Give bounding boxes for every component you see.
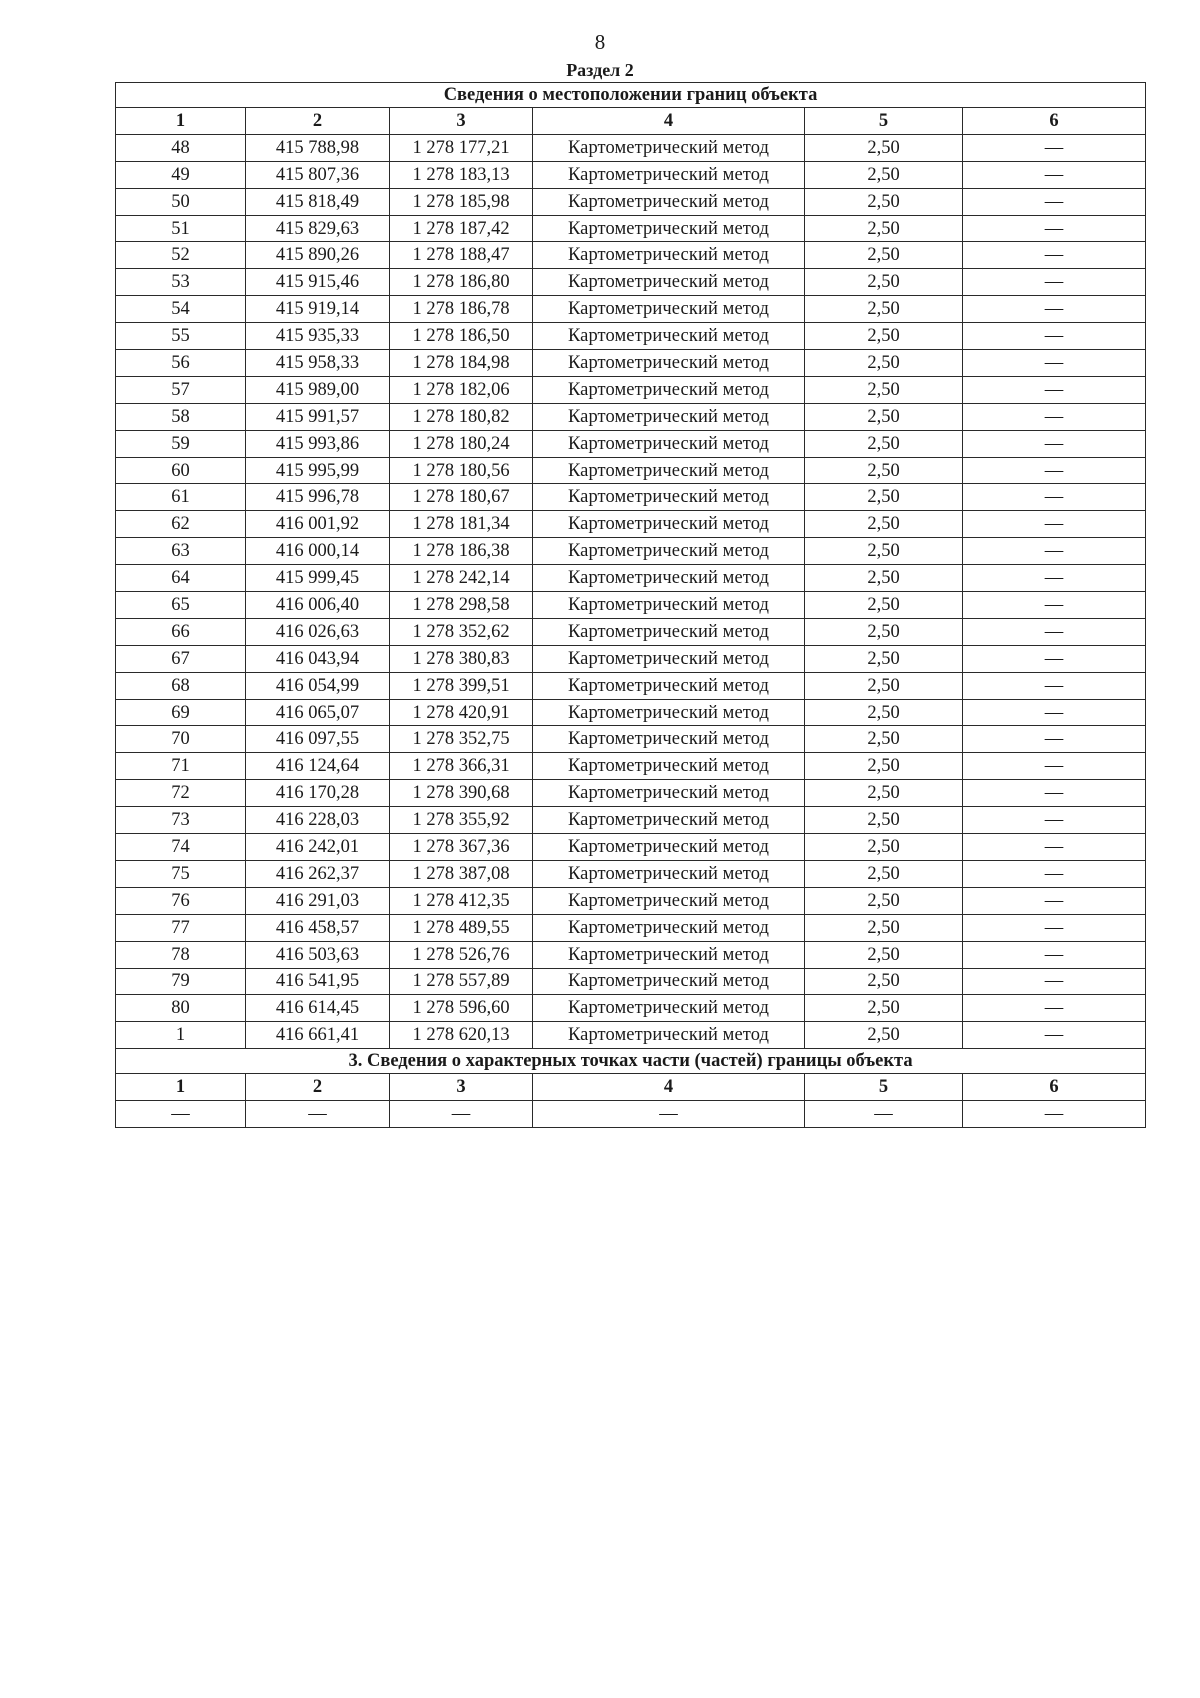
- table-cell: 2,50: [805, 350, 963, 377]
- table-caption: Сведения о местоположении границ объекта: [116, 83, 1146, 108]
- table-cell: 50: [116, 188, 246, 215]
- table-cell: —: [963, 726, 1146, 753]
- table-cell: —: [963, 968, 1146, 995]
- table-row: [116, 484, 1146, 511]
- table-cell: —: [963, 457, 1146, 484]
- table-cell: —: [963, 403, 1146, 430]
- table-cell: 2,50: [805, 834, 963, 861]
- table-cell: 1 278 390,68: [390, 780, 533, 807]
- table-cell: Картометрический метод: [533, 1022, 805, 1049]
- table-cell: 73: [116, 807, 246, 834]
- table-cell: Картометрический метод: [533, 242, 805, 269]
- table-cell: 2,50: [805, 457, 963, 484]
- table-cell: 79: [116, 968, 246, 995]
- table-cell: 2,50: [805, 511, 963, 538]
- table-cell: 416 054,99: [246, 672, 390, 699]
- table-cell: 62: [116, 511, 246, 538]
- table-cell: 2,50: [805, 242, 963, 269]
- parts-caption: 3. Сведения о характерных точках части (частей) границы объекта: [116, 1049, 1146, 1074]
- table-row: [116, 323, 1146, 350]
- table-cell: —: [963, 134, 1146, 161]
- table-cell: Картометрический метод: [533, 215, 805, 242]
- table-cell: 71: [116, 753, 246, 780]
- table-cell: 416 000,14: [246, 538, 390, 565]
- table-row: [116, 807, 1146, 834]
- table-cell: 415 958,33: [246, 350, 390, 377]
- table-cell: 1 278 355,92: [390, 807, 533, 834]
- table-cell: 1 278 188,47: [390, 242, 533, 269]
- table-row: [116, 968, 1146, 995]
- table-cell: —: [963, 565, 1146, 592]
- column-header: 5: [805, 108, 963, 135]
- table-cell: 61: [116, 484, 246, 511]
- table-cell: 1 278 352,62: [390, 618, 533, 645]
- table-cell: Картометрический метод: [533, 618, 805, 645]
- table-cell: 2,50: [805, 269, 963, 296]
- table-cell: 1 278 184,98: [390, 350, 533, 377]
- table-cell: —: [963, 834, 1146, 861]
- table-cell: —: [963, 430, 1146, 457]
- table-cell: 48: [116, 134, 246, 161]
- table-cell: 1 278 186,78: [390, 296, 533, 323]
- table-caption-row: [116, 83, 1146, 108]
- table-cell: 78: [116, 941, 246, 968]
- table-cell: 415 915,46: [246, 269, 390, 296]
- column-header: 2: [246, 1074, 390, 1101]
- section-title: Раздел 2: [566, 60, 634, 80]
- table-cell: 59: [116, 430, 246, 457]
- table-cell: 2,50: [805, 565, 963, 592]
- table-row: [116, 565, 1146, 592]
- table-cell: 1 278 298,58: [390, 592, 533, 619]
- table-cell: —: [963, 323, 1146, 350]
- table-cell: Картометрический метод: [533, 376, 805, 403]
- column-header: 5: [805, 1074, 963, 1101]
- table-cell: 2,50: [805, 887, 963, 914]
- table-cell: 2,50: [805, 618, 963, 645]
- table-cell: Картометрический метод: [533, 188, 805, 215]
- table-cell: Картометрический метод: [533, 645, 805, 672]
- table-cell: 415 818,49: [246, 188, 390, 215]
- table-cell: 1 278 180,82: [390, 403, 533, 430]
- table-cell: 2,50: [805, 699, 963, 726]
- table-cell: 65: [116, 592, 246, 619]
- table-row: [116, 134, 1146, 161]
- table-cell: Картометрический метод: [533, 941, 805, 968]
- table-cell: 2,50: [805, 914, 963, 941]
- column-header: 6: [963, 108, 1146, 135]
- table-cell: 2,50: [805, 1022, 963, 1049]
- table-cell: 60: [116, 457, 246, 484]
- table-cell: —: [805, 1101, 963, 1128]
- table-row: [116, 780, 1146, 807]
- table-cell: 2,50: [805, 134, 963, 161]
- table-cell: 1 278 177,21: [390, 134, 533, 161]
- table-cell: Картометрический метод: [533, 269, 805, 296]
- table-cell: 1 278 180,56: [390, 457, 533, 484]
- table-row: [116, 403, 1146, 430]
- table-row: [116, 538, 1146, 565]
- table-cell: 1 278 420,91: [390, 699, 533, 726]
- table-cell: 2,50: [805, 215, 963, 242]
- table-cell: —: [963, 511, 1146, 538]
- table-row: [116, 188, 1146, 215]
- table-cell: 415 991,57: [246, 403, 390, 430]
- table-cell: 2,50: [805, 995, 963, 1022]
- parts-row: [116, 1101, 1146, 1128]
- table-cell: Картометрический метод: [533, 672, 805, 699]
- table-cell: 416 614,45: [246, 995, 390, 1022]
- table-cell: —: [963, 350, 1146, 377]
- table-row: [116, 672, 1146, 699]
- table-cell: 415 807,36: [246, 161, 390, 188]
- table-cell: 1 278 185,98: [390, 188, 533, 215]
- table-row: [116, 592, 1146, 619]
- table-cell: 72: [116, 780, 246, 807]
- table-cell: Картометрический метод: [533, 484, 805, 511]
- table-cell: 1 278 352,75: [390, 726, 533, 753]
- table-row: [116, 860, 1146, 887]
- table-cell: 55: [116, 323, 246, 350]
- table-cell: 53: [116, 269, 246, 296]
- table-row: [116, 887, 1146, 914]
- table-cell: 416 228,03: [246, 807, 390, 834]
- table-row: [116, 645, 1146, 672]
- table-cell: —: [963, 269, 1146, 296]
- table-cell: 66: [116, 618, 246, 645]
- column-header: 4: [533, 1074, 805, 1101]
- table-cell: —: [963, 618, 1146, 645]
- table-cell: 416 458,57: [246, 914, 390, 941]
- table-cell: 1 278 620,13: [390, 1022, 533, 1049]
- table-cell: 1 278 399,51: [390, 672, 533, 699]
- table-cell: —: [963, 296, 1146, 323]
- table-cell: 74: [116, 834, 246, 861]
- table-row: [116, 726, 1146, 753]
- table-row: [116, 1022, 1146, 1049]
- table-cell: 2,50: [805, 780, 963, 807]
- table-cell: 416 043,94: [246, 645, 390, 672]
- table-row: [116, 511, 1146, 538]
- table-cell: —: [963, 645, 1146, 672]
- table-cell: 1 278 380,83: [390, 645, 533, 672]
- table-cell: 415 829,63: [246, 215, 390, 242]
- table-cell: —: [963, 592, 1146, 619]
- table-cell: 416 262,37: [246, 860, 390, 887]
- table-cell: 416 541,95: [246, 968, 390, 995]
- table-cell: 1: [116, 1022, 246, 1049]
- table-cell: Картометрический метод: [533, 592, 805, 619]
- table-cell: 2,50: [805, 161, 963, 188]
- table-cell: —: [963, 941, 1146, 968]
- table-cell: —: [963, 215, 1146, 242]
- table-cell: Картометрический метод: [533, 403, 805, 430]
- table-cell: Картометрический метод: [533, 350, 805, 377]
- table-cell: 2,50: [805, 484, 963, 511]
- table-cell: 416 065,07: [246, 699, 390, 726]
- table-cell: 416 170,28: [246, 780, 390, 807]
- table-cell: 63: [116, 538, 246, 565]
- table-cell: —: [963, 672, 1146, 699]
- table-cell: Картометрический метод: [533, 296, 805, 323]
- table-cell: 64: [116, 565, 246, 592]
- table-row: [116, 753, 1146, 780]
- table-row: [116, 350, 1146, 377]
- table-row: [116, 941, 1146, 968]
- table-cell: 416 242,01: [246, 834, 390, 861]
- table-cell: —: [963, 860, 1146, 887]
- table-cell: 2,50: [805, 592, 963, 619]
- table-cell: 2,50: [805, 376, 963, 403]
- table-cell: Картометрический метод: [533, 860, 805, 887]
- table-cell: 2,50: [805, 753, 963, 780]
- table-cell: 76: [116, 887, 246, 914]
- table-cell: —: [533, 1101, 805, 1128]
- table-cell: 1 278 187,42: [390, 215, 533, 242]
- table-cell: —: [246, 1101, 390, 1128]
- table-cell: 2,50: [805, 860, 963, 887]
- table-cell: —: [963, 807, 1146, 834]
- table-cell: 415 999,45: [246, 565, 390, 592]
- table-cell: —: [116, 1101, 246, 1128]
- table-cell: 54: [116, 296, 246, 323]
- table-cell: 1 278 186,80: [390, 269, 533, 296]
- table-cell: 416 001,92: [246, 511, 390, 538]
- table-row: [116, 995, 1146, 1022]
- table-cell: —: [963, 995, 1146, 1022]
- table-cell: 2,50: [805, 726, 963, 753]
- column-header: 3: [390, 1074, 533, 1101]
- table-cell: Картометрический метод: [533, 834, 805, 861]
- table-row: [116, 296, 1146, 323]
- table-cell: —: [963, 188, 1146, 215]
- table-cell: 2,50: [805, 188, 963, 215]
- table-cell: 416 097,55: [246, 726, 390, 753]
- table-cell: —: [963, 242, 1146, 269]
- table-cell: Картометрический метод: [533, 807, 805, 834]
- table-cell: —: [963, 887, 1146, 914]
- table-cell: 416 124,64: [246, 753, 390, 780]
- table-cell: 2,50: [805, 296, 963, 323]
- table-cell: Картометрический метод: [533, 968, 805, 995]
- column-header: 6: [963, 1074, 1146, 1101]
- table-row: [116, 699, 1146, 726]
- table-cell: 80: [116, 995, 246, 1022]
- table-cell: 2,50: [805, 672, 963, 699]
- column-header: 2: [246, 108, 390, 135]
- table-cell: Картометрический метод: [533, 323, 805, 350]
- table-cell: —: [963, 780, 1146, 807]
- table-cell: 415 989,00: [246, 376, 390, 403]
- page-number: 8: [594, 30, 606, 54]
- table-cell: 49: [116, 161, 246, 188]
- table-cell: Картометрический метод: [533, 457, 805, 484]
- table-cell: Картометрический метод: [533, 134, 805, 161]
- table-cell: Картометрический метод: [533, 565, 805, 592]
- table-cell: —: [390, 1101, 533, 1128]
- table-cell: 415 919,14: [246, 296, 390, 323]
- table-cell: Картометрический метод: [533, 914, 805, 941]
- column-header: 1: [116, 1074, 246, 1101]
- table-cell: 415 996,78: [246, 484, 390, 511]
- table-cell: 58: [116, 403, 246, 430]
- table-cell: 2,50: [805, 807, 963, 834]
- table-cell: 415 935,33: [246, 323, 390, 350]
- table-cell: 415 890,26: [246, 242, 390, 269]
- table-cell: 1 278 186,38: [390, 538, 533, 565]
- table-cell: —: [963, 1022, 1146, 1049]
- column-header: 4: [533, 108, 805, 135]
- table-cell: 416 291,03: [246, 887, 390, 914]
- table-row: [116, 914, 1146, 941]
- table-row: [116, 430, 1146, 457]
- table-cell: 1 278 180,67: [390, 484, 533, 511]
- table-cell: 52: [116, 242, 246, 269]
- table-cell: Картометрический метод: [533, 780, 805, 807]
- table-cell: —: [963, 753, 1146, 780]
- table-cell: —: [963, 1101, 1146, 1128]
- table-cell: 1 278 596,60: [390, 995, 533, 1022]
- table-cell: 56: [116, 350, 246, 377]
- table-cell: 1 278 489,55: [390, 914, 533, 941]
- table-cell: —: [963, 914, 1146, 941]
- table-cell: 2,50: [805, 430, 963, 457]
- table-cell: 415 993,86: [246, 430, 390, 457]
- table-row: [116, 457, 1146, 484]
- table-cell: 70: [116, 726, 246, 753]
- table-row: [116, 618, 1146, 645]
- table-cell: 1 278 242,14: [390, 565, 533, 592]
- parts-caption-row: [116, 1049, 1146, 1074]
- table-cell: 1 278 186,50: [390, 323, 533, 350]
- table-cell: Картометрический метод: [533, 699, 805, 726]
- boundary-table: [115, 82, 1146, 1128]
- table-cell: 1 278 182,06: [390, 376, 533, 403]
- table-cell: 57: [116, 376, 246, 403]
- table-cell: Картометрический метод: [533, 430, 805, 457]
- table-cell: —: [963, 376, 1146, 403]
- table-cell: Картометрический метод: [533, 161, 805, 188]
- table-cell: Картометрический метод: [533, 511, 805, 538]
- table-cell: 416 006,40: [246, 592, 390, 619]
- table-cell: Картометрический метод: [533, 995, 805, 1022]
- table-cell: 416 503,63: [246, 941, 390, 968]
- parts-header-row: [116, 1074, 1146, 1101]
- table-cell: 2,50: [805, 323, 963, 350]
- table-cell: 67: [116, 645, 246, 672]
- table-row: [116, 269, 1146, 296]
- table-cell: 416 026,63: [246, 618, 390, 645]
- table-cell: 1 278 366,31: [390, 753, 533, 780]
- table-cell: 77: [116, 914, 246, 941]
- column-header: 3: [390, 108, 533, 135]
- table-header-row: [116, 108, 1146, 135]
- table-cell: —: [963, 161, 1146, 188]
- table-cell: 1 278 412,35: [390, 887, 533, 914]
- table-cell: 415 788,98: [246, 134, 390, 161]
- table-cell: —: [963, 538, 1146, 565]
- table-cell: 1 278 180,24: [390, 430, 533, 457]
- table-cell: 69: [116, 699, 246, 726]
- table-cell: 2,50: [805, 538, 963, 565]
- table-cell: Картометрический метод: [533, 753, 805, 780]
- table-cell: 2,50: [805, 645, 963, 672]
- table-cell: 51: [116, 215, 246, 242]
- table-cell: 1 278 367,36: [390, 834, 533, 861]
- table-cell: —: [963, 699, 1146, 726]
- column-header: 1: [116, 108, 246, 135]
- table-cell: 75: [116, 860, 246, 887]
- table-cell: Картометрический метод: [533, 887, 805, 914]
- table-cell: 1 278 387,08: [390, 860, 533, 887]
- table-cell: 1 278 183,13: [390, 161, 533, 188]
- table-row: [116, 215, 1146, 242]
- table-cell: 2,50: [805, 403, 963, 430]
- table-cell: —: [963, 484, 1146, 511]
- table-cell: 1 278 557,89: [390, 968, 533, 995]
- table-cell: 415 995,99: [246, 457, 390, 484]
- table-row: [116, 376, 1146, 403]
- table-cell: 68: [116, 672, 246, 699]
- table-row: [116, 834, 1146, 861]
- table-cell: 1 278 526,76: [390, 941, 533, 968]
- table-row: [116, 242, 1146, 269]
- table-cell: 2,50: [805, 968, 963, 995]
- table-cell: Картометрический метод: [533, 538, 805, 565]
- table-cell: 1 278 181,34: [390, 511, 533, 538]
- table-cell: 2,50: [805, 941, 963, 968]
- table-row: [116, 161, 1146, 188]
- table-cell: Картометрический метод: [533, 726, 805, 753]
- table-cell: 416 661,41: [246, 1022, 390, 1049]
